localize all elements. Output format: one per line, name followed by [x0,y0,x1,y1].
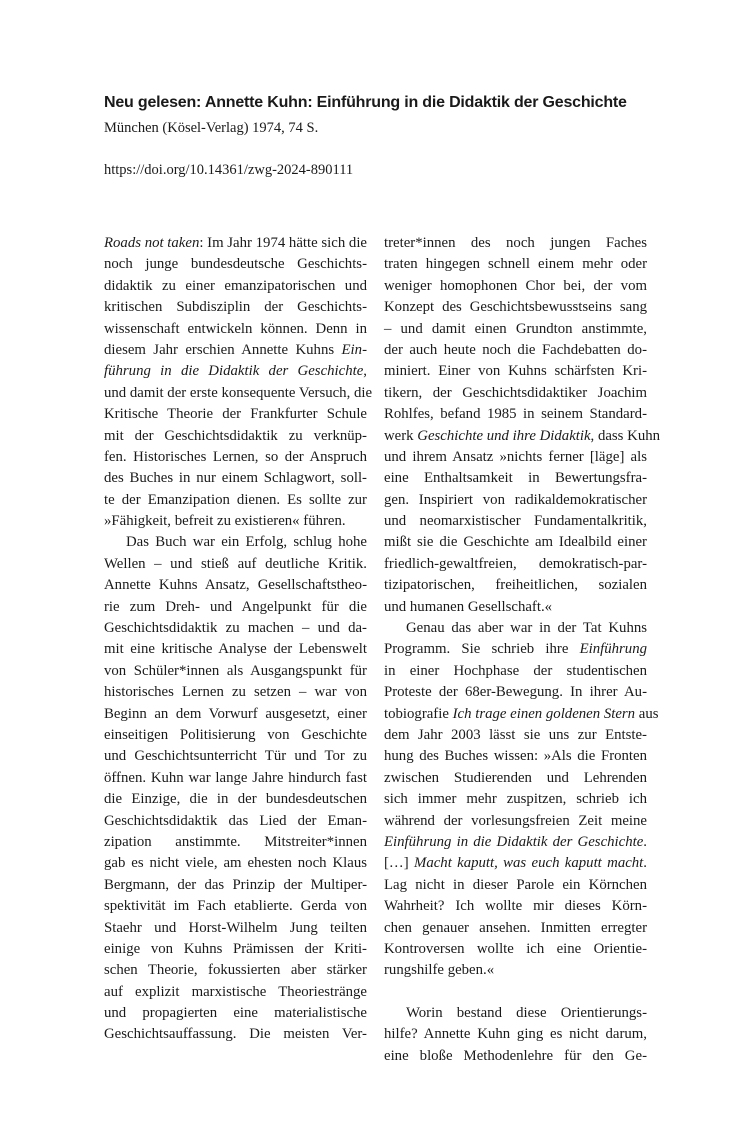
text-line: noch junge bundesdeutsche Geschichts- [104,256,367,273]
text-line: führung in die Didaktik der Geschichte, [104,363,367,380]
text-line: der auch heute noch die Fachdebatten do- [384,341,647,358]
text-line: wissenschaft entwickeln können. Denn in [104,320,367,337]
text-line: diesem Jahr erschien Annette Kuhns Ein- [104,341,367,358]
doi-link[interactable]: https://doi.org/10.14361/zwg-2024-890111 [104,162,354,178]
text-line: hilfe? Annette Kuhn ging es nicht darum, [384,1026,647,1043]
text-line: Genau das aber war in der Tat Kuhns [406,620,647,637]
text-line: Geschichtsauffassung. Die meisten Ver- [104,1026,367,1043]
text-line: historisches Lernen zu setzen – war von [104,684,367,701]
text-line: spektivität im Fach etablierte. Gerda von [104,898,367,915]
text-line: Bergmann, der das Prinzip der Multiper- [104,876,367,893]
text-line: mit eine kritische Analyse der Lebenswelt [104,641,367,658]
text-line: werk Geschichte und ihre Didaktik, dass Kuhn [384,427,661,444]
body-column-left [104,233,373,1046]
text-line: Wahrheit? Ich wollte mir dieses Körn- [384,898,647,915]
text-line: einseitigen Politisierung von Geschichte [104,726,367,743]
text-line: mißt sie die Geschichte am Idealbild einer [384,534,647,551]
article-title: Neu gelesen: Annette Kuhn: Einführung in die Didaktik der Geschichte [104,94,627,111]
text-line: dem Jahr 2003 lässt sie uns zur Entste- [384,726,647,743]
text-line: in einer Hochphase der studentischen [384,662,647,679]
text-line: und Geschichtsunterricht Tür und Tor zu [104,748,367,765]
text-line: tobiografie Ich trage einen goldenen Stern aus [384,705,659,722]
text-line: gab es nicht viele, am ehesten noch Klaus [104,855,367,872]
text-line: sich immer mehr zuspitzen, schrieb ich [384,791,647,808]
text-line: auf explizit marxistische Theoriestränge [104,983,367,1000]
text-line: Beginn an dem Vorwurf ausgesetzt, einer [104,705,367,722]
text-line: gen. Inspiriert von radikaldemokratischer [384,491,647,508]
text-line: friedlich-gewaltfreien, demokratisch-par- [384,555,647,572]
publication-info: München (Kösel-Verlag) 1974, 74 S. [104,120,319,136]
text-line: einige von Kuhns Prämissen der Kriti- [104,940,367,957]
text-line: und propagierten eine materialistische [104,1005,367,1022]
text-line: »Fähigkeit, befreit zu existieren« führen. [104,513,346,530]
text-line: und neomarxistischer Fundamentalkritik, [384,513,647,530]
text-line: miniert. Einer von Kuhns schärfsten Kri- [384,363,647,380]
text-line: von Schüler*innen als Ausgangspunkt für [104,662,367,679]
text-line: fen. Historisches Lernen, so der Anspruch [104,448,367,465]
text-line: rungshilfe geben.« [384,962,495,979]
text-line: und humanen Gesellschaft.« [384,598,553,615]
text-line: tizipatorischen, freiheitlichen, sozialen [384,577,647,594]
text-line: tikern, der Geschichtsdidaktiker Joachim [384,384,647,401]
text-line: schen Theorie, fokussierten aber stärker [104,962,367,979]
text-line: Kontroversen wollte ich eine Orientie- [384,940,647,957]
text-line: des Buches in nur einem Schlagwort, soll- [104,470,367,487]
text-line: Kritische Theorie der Frankfurter Schule [104,406,367,423]
text-line: Roads not taken: Im Jahr 1974 hätte sich die [104,235,368,251]
text-line: Annette Kuhns Ansatz, Gesellschaftstheo- [104,577,367,594]
text-line: zwischen Studierenden und Lehrenden [384,769,647,786]
text-line: und damit der erste konsequente Versuch, die [104,384,373,401]
text-line: hung des Buches wissen: »Als die Fronten [384,748,647,765]
text-line: und ihrem Ansatz »nichts ferner [läge] als [384,448,647,465]
text-line: didaktik zu einer emanzipatorischen und [104,277,367,294]
text-line: weniger homophonen Chor bei, der vom [384,277,647,294]
body-column-right [384,233,661,1067]
text-line: kritischen Subdisziplin der Geschichts- [104,299,367,316]
text-line: […] Macht kaputt, was euch kaputt macht. [384,855,647,872]
text-line: Geschichtsdidaktik das Lied der Eman- [104,812,367,829]
text-line: Staehr und Horst-Wilhelm Jung teilten [104,919,367,936]
text-line: Das Buch war ein Erfolg, schlug hohe [126,534,367,551]
text-line: eine bloße Methodenlehre für den Ge- [384,1047,647,1064]
text-line [384,982,647,1003]
text-line: Konzept des Geschichtsbewusstseins sang [384,299,647,316]
text-line: Worin bestand diese Orientierungs- [406,1005,647,1022]
text-line: Geschichtsdidaktik zu machen – und da- [104,620,367,637]
text-line: traten hingegen schnell einem mehr oder [384,256,647,273]
text-line: Einführung in die Didaktik der Geschichte. [384,833,647,850]
text-line: Programm. Sie schrieb ihre Einführung [384,641,647,658]
text-line: treter*innen des noch jungen Faches [384,235,647,251]
text-line: die Einzige, die in der bundesdeutschen [104,791,367,808]
text-line: – und damit einen Grundton anstimmte, [384,320,647,337]
text-line: Wellen – und stieß auf deutliche Kritik. [104,555,367,572]
text-line: Rohlfes, befand 1985 in seinem Standard- [384,406,647,423]
text-line: rie zum Dreh- und Angelpunkt für die [104,598,367,615]
text-line: Proteste der 68er-Bewegung. In ihrer Au- [384,684,647,701]
text-line: Lag nicht in dieser Parole ein Körnchen [384,876,647,893]
text-line: während der vorlesungsfreien Zeit meine [384,812,647,829]
text-line: öffnen. Kuhn war lange Jahre hindurch fast [104,769,367,786]
text-line: eine Enthaltsamkeit in Bewertungsfra- [384,470,647,487]
text-line: te der Emanzipation dienen. Es sollte zur [104,491,367,508]
text-line: chen genauer ansehen. Inmitten erregter [384,919,647,936]
text-line: zipation anstimmte. Mitstreiter*innen [104,833,367,850]
text-line: mit der Geschichtsdidaktik zu verknüp- [104,427,367,444]
